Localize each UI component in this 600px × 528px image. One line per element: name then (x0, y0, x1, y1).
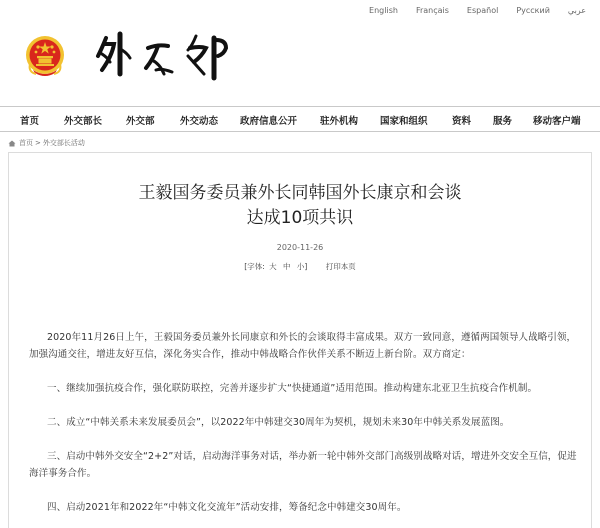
article-title-line1: 王毅国务委员兼外长同韩国外长康京和会谈 (138, 183, 462, 203)
breadcrumb-separator: > (35, 139, 41, 147)
lang-spanish[interactable]: Español (466, 6, 499, 15)
article-date: 2020-11-26 (276, 243, 324, 252)
font-size-small[interactable]: 小] (296, 262, 308, 271)
article-paragraph: 四、启动2021年和2022年“中韩文化交流年”活动安排，筹备纪念中韩建交30周年。 (47, 502, 407, 513)
article-body (29, 329, 577, 528)
nav-resources[interactable]: 资料 (452, 116, 472, 127)
nav-diplomatic-news[interactable]: 外交动态 (180, 116, 219, 127)
lang-english[interactable]: English (369, 6, 398, 15)
breadcrumb (8, 138, 87, 148)
nav-missions-abroad[interactable]: 驻外机构 (320, 116, 359, 127)
national-emblem-icon[interactable] (24, 34, 66, 78)
font-size-medium[interactable]: 中 (283, 262, 291, 271)
breadcrumb-section[interactable]: 外交部长活动 (42, 139, 85, 147)
main-navigation (0, 106, 600, 132)
article-tools (9, 261, 591, 272)
print-page-link[interactable]: 打印本页 (325, 262, 356, 271)
nav-home[interactable]: 首页 (20, 116, 40, 127)
ministry-calligraphy-logo[interactable] (92, 26, 252, 88)
nav-minister[interactable]: 外交部长 (64, 116, 103, 127)
article-paragraph: 二、成立“中韩关系未来发展委员会”，以2022年中韩建交30周年为契机，规划未来30年中韩关系发展蓝图。 (47, 417, 510, 428)
lang-french[interactable]: Français (415, 6, 449, 15)
article-container (8, 152, 592, 528)
language-bar (351, 6, 586, 15)
nav-government-info[interactable]: 政府信息公开 (240, 116, 298, 127)
nav-countries-organizations[interactable]: 国家和组织 (380, 116, 428, 127)
lang-russian[interactable]: Русский (516, 6, 550, 15)
font-size-label: [字体: (244, 262, 265, 271)
lang-arabic[interactable]: عربي (567, 6, 586, 15)
nav-services[interactable]: 服务 (493, 116, 513, 127)
font-size-large[interactable]: 大 (269, 262, 277, 271)
site-header (0, 26, 600, 100)
article-paragraph: 一、继续加强抗疫合作，强化联防联控，完善并逐步扩大“快捷通道”适用范围。推动构建东北亚卫生抗疫合作机制。 (47, 383, 538, 394)
nav-mobile-client[interactable]: 移动客户端 (533, 116, 581, 127)
breadcrumb-home[interactable]: 首页 (19, 139, 33, 147)
article-paragraph: 2020年11月26日上午，王毅国务委员兼外长同康京和外长的会谈取得丰富成果。双方一致同意，遵循两国领导人战略引领，加强沟通交往，增进友好互信，深化务实合作，推动中韩战略合作伙伴关系不断迈上新台阶。双方商定： (29, 332, 577, 360)
home-icon (8, 140, 16, 147)
nav-ministry[interactable]: 外交部 (126, 116, 155, 127)
article-title (9, 181, 591, 231)
article-paragraph: 三、启动中韩外交安全“2+2”对话，启动海洋事务对话，举办新一轮中韩外交部门高级别战略对话，增进外交安全互信，促进海洋事务合作。 (29, 451, 577, 479)
article-title-line2: 达成10项共识 (246, 208, 354, 228)
